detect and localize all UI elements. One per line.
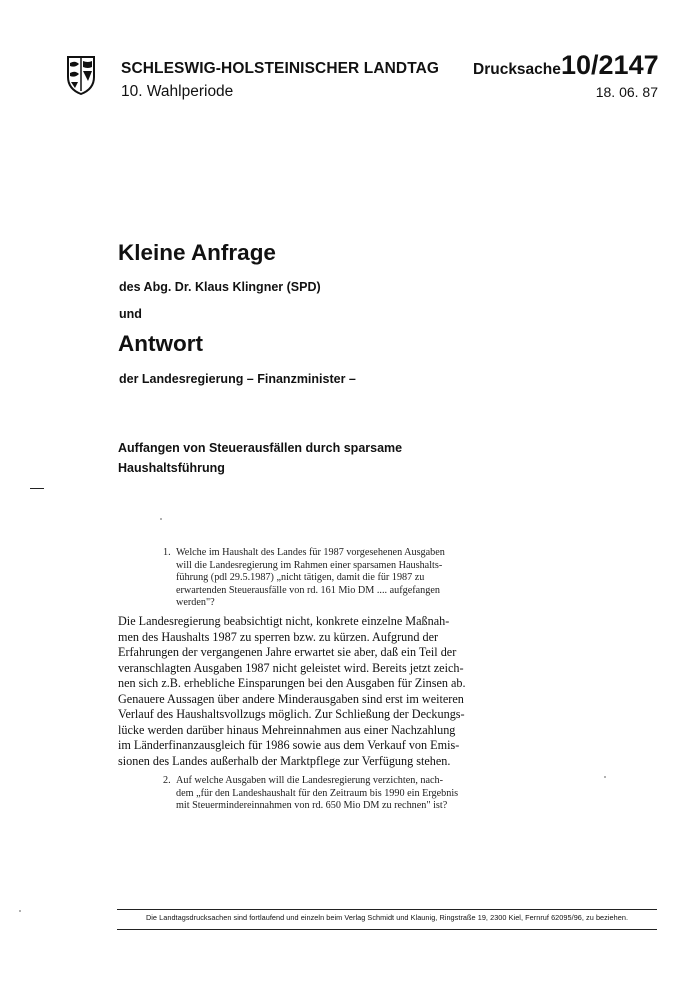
heading-kleine-anfrage: Kleine Anfrage	[118, 240, 276, 265]
question-2	[176, 775, 486, 813]
question-line: will die Landesregierung im Rahmen einer sparsamen Haushalts-	[176, 559, 443, 571]
answer-line: Erfahrungen der vergangenen Jahre erwartet sie aber, daß ein Teil der	[118, 645, 457, 659]
answer-line: lücke werden darüber hinaus Mehreinnahmen aus einer Nachzahlung	[118, 722, 456, 737]
question-line: werden"?	[176, 597, 215, 608]
question-1-number: 1.	[163, 547, 171, 558]
document-date: 18. 06. 87	[595, 84, 658, 100]
question-line: dem „für den Landeshaushalt für den Zeitraum bis 1990 ein Ergebnis	[176, 787, 459, 799]
answer-paragraph	[118, 614, 494, 769]
footer-rule-bottom	[117, 929, 657, 930]
und-line: und	[119, 307, 142, 321]
footer-rule-top	[117, 909, 657, 910]
margin-mark	[30, 488, 44, 489]
scan-speck	[160, 518, 162, 520]
question-1	[176, 547, 476, 610]
heading-antwort: Antwort	[118, 331, 203, 356]
drucksache-label: Drucksache	[473, 61, 561, 78]
answer-line: Genauere Aussagen über andere Minderausgaben sind erst im weiteren	[118, 691, 464, 706]
answer-line: sionen des Landes außerhalb der Marktpflege zur Verfügung stehen.	[118, 753, 451, 768]
parliament-name: SCHLESWIG-HOLSTEINISCHER LANDTAG	[121, 60, 440, 77]
answer-line: Die Landesregierung beabsichtigt nicht, konkrete einzelne Maßnah-	[118, 614, 450, 628]
answer-line: nen sich z.B. erhebliche Einsparungen bei den Ausgaben für Zinsen ab.	[118, 676, 466, 690]
answer-line: men des Haushalts 1987 zu sperren bzw. zu kürzen. Aufgrund der	[118, 629, 439, 644]
answer-line: Verlauf des Haushaltsvollzugs möglich. Zur Schließung der Deckungs-	[118, 707, 465, 721]
electoral-period: 10. Wahlperiode	[121, 83, 234, 100]
respondent-line: der Landesregierung – Finanzminister –	[119, 372, 356, 386]
question-2-number: 2.	[163, 775, 171, 786]
question-line: führung (pdl 29.5.1987) „nicht tätigen, damit die für 1987 zu	[176, 572, 425, 583]
coat-of-arms-icon	[66, 55, 96, 95]
footer-note: Die Landtagsdrucksachen sind fortlaufend und einzeln beim Verlag Schmidt und Klaunig, Ringstraße 19, 2300 Kiel, Fernruf 62095/96, zu beziehen.	[145, 913, 629, 922]
question-line: erwartenden Steuerausfälle von rd. 161 Mio DM .... aufgefangen	[176, 584, 440, 596]
drucksache-number: 10/2147	[561, 50, 659, 80]
scan-speck	[604, 776, 606, 778]
question-line: Welche im Haushalt des Landes für 1987 vorgesehenen Ausgaben	[176, 547, 445, 558]
topic-heading: Auffangen von Steuerausfällen durch sparsame Haushaltsführung	[118, 441, 403, 475]
answer-line: im Länderfinanzausgleich für 1986 sowie aus dem Verkauf von Emis-	[118, 738, 460, 752]
author-line: des Abg. Dr. Klaus Klingner (SPD)	[119, 280, 321, 294]
scan-speck	[19, 910, 21, 912]
answer-line: veranschlagten Ausgaben 1987 nicht geleistet wird. Bereits jetzt zeich-	[118, 660, 464, 675]
question-line: Auf welche Ausgaben will die Landesregierung verzichten, nach-	[176, 775, 444, 786]
question-line: mit Steuermindereinnahmen von rd. 650 Mio DM zu rechnen" ist?	[176, 800, 448, 811]
